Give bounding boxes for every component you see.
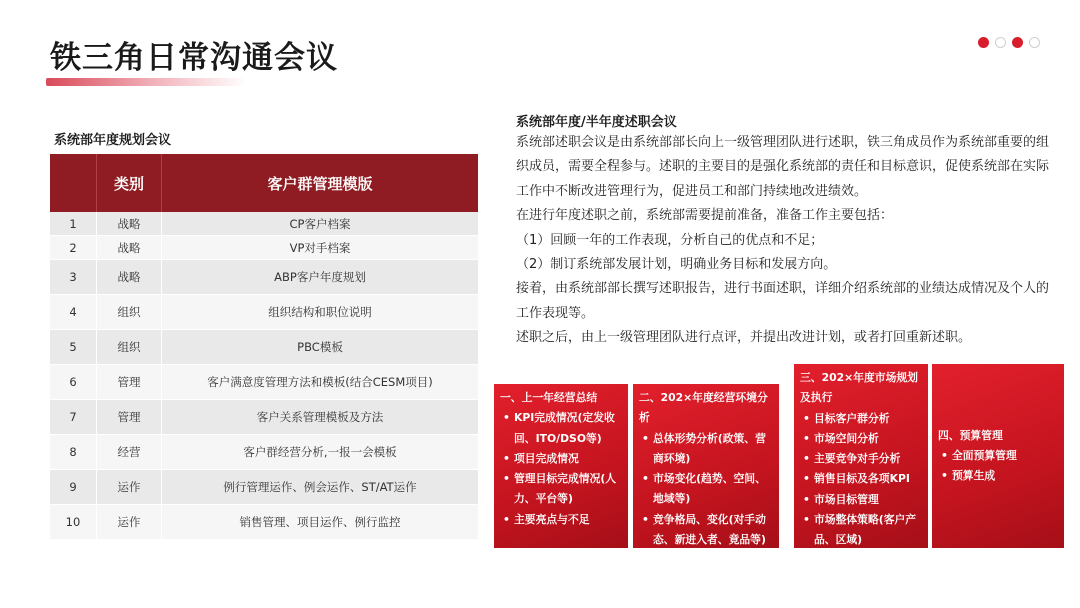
description-paragraph: 系统部述职会议是由系统部部长向上一级管理团队进行述职，铁三角成员作为系统部重要的组织成员，需要全程参与。述职的主要目的是强化系统部的责任和目标意识，促使系统部在实际工作中不断改进管理行为，促进员工和部门持续地改进绩效。 <box>516 135 1050 199</box>
row-no: 1 <box>69 216 77 231</box>
outline-list <box>639 429 773 551</box>
review-meeting-description <box>516 131 1056 351</box>
table-row <box>50 295 478 330</box>
table-row <box>50 260 478 295</box>
table-body <box>50 212 478 540</box>
outline-box-3 <box>794 364 928 548</box>
table-header <box>50 154 478 212</box>
description-paragraph: （2）制订系统部发展计划，明确业务目标和发展方向。 <box>516 257 837 273</box>
description-paragraph: （1）回顾一年的工作表现，分析自己的优点和不足； <box>516 232 824 248</box>
outline-item: • 项目完成情况 <box>500 449 622 469</box>
row-template: ABP客户年度规划 <box>274 270 366 284</box>
row-category: 运作 <box>96 470 162 504</box>
row-no: 10 <box>65 515 81 529</box>
outline-box-2 <box>633 384 779 548</box>
review-meeting-heading: 系统部年度/半年度述职会议 <box>516 115 677 130</box>
outline-item: • 管理目标完成情况(人力、平台等) <box>500 469 622 510</box>
header-category: 类别 <box>96 154 162 212</box>
outline-item: • 主要亮点与不足 <box>500 510 622 530</box>
row-template: 例行管理运作、例会运作、ST/AT运作 <box>223 480 417 494</box>
table-row <box>50 400 478 435</box>
table-row <box>50 330 478 365</box>
outline-item: • 预算生成 <box>938 466 1058 486</box>
annual-planning-heading: 系统部年度规划会议 <box>54 133 172 148</box>
outline-item: • 竞争格局、变化(对手动态、新进入者、竟品等) <box>639 510 773 551</box>
table-row <box>50 365 478 400</box>
outline-box-title: 三、202×年度市场规划及执行 <box>800 371 918 405</box>
table-row <box>50 505 478 540</box>
outline-list <box>938 446 1058 487</box>
outline-item: • 市场变化(趋势、空间、地域等) <box>639 469 773 510</box>
row-no: 7 <box>69 410 77 424</box>
table-row <box>50 236 478 260</box>
row-template: CP客户档案 <box>289 216 351 231</box>
row-category: 战略 <box>96 212 162 235</box>
header-template: 客户群管理模版 <box>267 174 373 193</box>
row-template: 销售管理、项目运作、例行监控 <box>239 515 401 529</box>
pager-dot-2[interactable] <box>995 37 1006 48</box>
row-no: 6 <box>69 375 77 389</box>
pager-dot-1[interactable] <box>978 37 989 48</box>
row-template: 组织结构和职位说明 <box>268 305 372 319</box>
row-no: 8 <box>69 445 77 459</box>
pager-dot-3[interactable] <box>1012 37 1023 48</box>
outline-item: • 市场整体策略(客户产品、区域) <box>800 510 922 551</box>
row-category: 战略 <box>96 260 162 294</box>
row-category: 管理 <box>96 365 162 399</box>
header-no <box>50 154 96 212</box>
row-category: 运作 <box>96 505 162 539</box>
slide-pager <box>978 37 1040 48</box>
row-category: 组织 <box>96 295 162 329</box>
outline-item: • 目标客户群分析 <box>800 409 922 429</box>
row-category: 管理 <box>96 400 162 434</box>
outline-item: • 销售目标及各项KPI <box>800 469 922 489</box>
description-paragraph: 在进行年度述职之前，系统部需要提前准备，准备工作主要包括： <box>516 208 894 224</box>
row-no: 4 <box>69 305 77 319</box>
row-template: PBC模板 <box>297 340 343 354</box>
outline-box-title: 一、上一年经营总结 <box>500 391 598 404</box>
outline-list <box>800 409 922 551</box>
outline-item: • 市场空间分析 <box>800 429 922 449</box>
row-no: 5 <box>69 340 77 354</box>
outline-item: • 总体形势分析(政策、营商环境) <box>639 429 773 470</box>
page-title: 铁三角日常沟通会议 <box>50 40 338 76</box>
outline-item: • KPI完成情况(定发收回、ITO/DSO等) <box>500 408 622 449</box>
outline-list <box>500 408 622 530</box>
title-underline <box>46 78 246 86</box>
outline-box-4 <box>932 364 1064 548</box>
outline-box-title: 四、预算管理 <box>938 428 1003 442</box>
row-template: 客户关系管理模板及方法 <box>256 410 384 424</box>
description-paragraph: 接着，由系统部部长撰写述职报告，进行书面述职，详细介绍系统部的业绩达成情况及个人的工作表现等。 <box>516 281 1050 321</box>
row-no: 9 <box>69 480 77 494</box>
row-template: 客户满意度管理方法和模板(结合CESM项目) <box>207 375 433 389</box>
table-row <box>50 470 478 505</box>
row-no: 2 <box>69 240 77 255</box>
row-template: VP对手档案 <box>289 240 351 255</box>
outline-box-1 <box>494 384 628 548</box>
outline-item: • 市场目标管理 <box>800 490 922 510</box>
table-row <box>50 435 478 470</box>
row-no: 3 <box>69 270 77 284</box>
row-category: 战略 <box>96 236 162 259</box>
pager-dot-4[interactable] <box>1029 37 1040 48</box>
table-row <box>50 212 478 236</box>
planning-template-table <box>50 154 478 540</box>
row-template: 客户群经营分析,一报一会模板 <box>243 445 397 459</box>
row-category: 经营 <box>96 435 162 469</box>
outline-item: • 主要竞争对手分析 <box>800 449 922 469</box>
row-category: 组织 <box>96 330 162 364</box>
outline-item: • 全面预算管理 <box>938 446 1058 466</box>
description-paragraph: 述职之后，由上一级管理团队进行点评，并提出改进计划，或者打回重新述职。 <box>516 330 972 346</box>
outline-box-title: 二、202×年度经营环境分析 <box>639 391 768 425</box>
